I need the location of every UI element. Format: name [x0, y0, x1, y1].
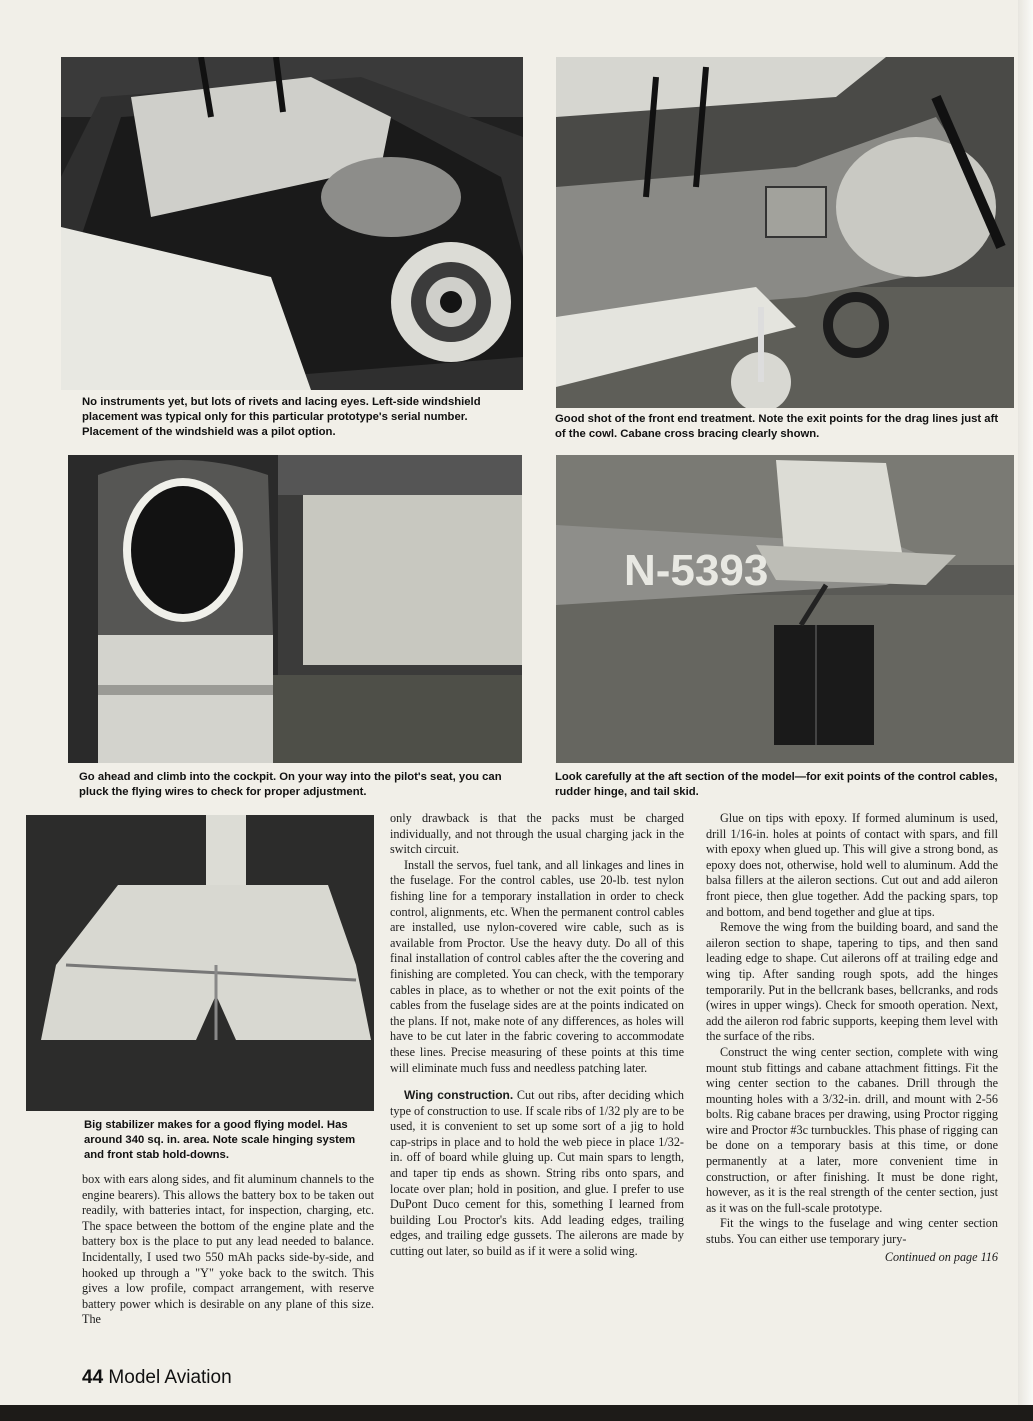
- text-column-1: [82, 1172, 374, 1328]
- caption-photo-1: No instruments yet, but lots of rivets and lacing eyes. Left-side windshield placement was typical only for this particular prototype's serial number. Placement of the windshield was a pilot option.: [82, 396, 481, 438]
- text-column-3: [706, 811, 998, 1265]
- paragraph: Install the servos, fuel tank, and all linkages and lines in the fuselage. For the control cables, use 20-lb. test nylon fishing line for a temporary installation in order to check control, alignments, etc. When the permanent control cables are installed, use nylon-covered wire cable, such as is available from Proctor. Use the heavy duty. Do all of this final installation of control cables after the the covering and finishing are completed. You can check, with the temporary cables in place, as to whether or not the exit points of the cables from the fuselage sides are at the points indicated on the plans. If not, make note of any differences, as holes will have to be cut later in the fabric covering to accommodate these lines. Precise measuring of these points at this time will eliminate much fuss and needless patching later.: [390, 857, 684, 1075]
- registration-number: N-5393: [624, 546, 769, 595]
- photo-cockpit-front: [68, 455, 522, 763]
- caption-photo-5: Big stabilizer makes for a good flying model. Has around 340 sq. in. area. Note scale hinging system and front stab hold-downs.: [84, 1119, 356, 1161]
- paragraph: only drawback is that the packs must be charged individually, and not through the usual charging jack in the switch circuit.: [390, 811, 684, 857]
- section-heading: Wing construction.: [404, 1088, 514, 1103]
- continued-note: Continued on page 116: [884, 1249, 998, 1264]
- photo-stabilizer: [26, 815, 374, 1111]
- magazine-name: Model Aviation: [108, 1367, 232, 1388]
- paragraph: box with ears along sides, and fit aluminum channels to the engine bearers). This allows the battery box to be taken out readily, with batteries intact, for inspection, charging, etc. The space between the bottom of the engine plate and the battery box is the place to put any lead needed to balance. Incidentally, I used two 550 mAh packs side-by-side, and hooked up through a "Y" yoke back to the switch. This gives a low profile, compact arrangement, with reserve battery power which is desirable on any plane of this size. The: [82, 1172, 374, 1327]
- text-column-2: [390, 811, 684, 1260]
- photo-cockpit-roundel: [61, 57, 523, 390]
- photo-aft-section: [556, 455, 1014, 763]
- caption-photo-2: Good shot of the front end treatment. Note the exit points for the drag lines just aft of the cowl. Cabane cross bracing clearly shown.: [555, 413, 999, 440]
- paragraph: Fit the wings to the fuselage and wing center section stubs. You can either use temporary jury-: [706, 1216, 998, 1247]
- page-edge: [1018, 0, 1033, 1405]
- caption-photo-4: Look carefully at the aft section of the model—for exit points of the control cables, rudder hinge, and tail skid.: [555, 771, 998, 798]
- paragraph-text: Cut out ribs, after deciding which type of construction to use. If scale ribs of 1/32 ply are to be used, it is convenient to set up some sort of a jig to hold cap-strips in place and to hold the web piece in place 1/32-in. off of board while gluing up. Cut main spars to length, and taper tip ends as shown. String ribs onto spars, and locate over plan; hold in position, and glue. I prefer to use DuPont Duco cement for this, something I learned from building Lou Proctor's kits. Add leading edges, trailing edges, and trailing edge gussets. The ailerons are made by cutting out later, so build as if it were a solid wing.: [390, 1088, 684, 1259]
- caption-photo-3: Go ahead and climb into the cockpit. On your way into the pilot's seat, you can pluck the flying wires to check for proper adjustment.: [79, 771, 502, 798]
- paragraph: Construct the wing center section, complete with wing mount stub fittings and cabane attachment fittings. Fit the wing center section to the cabanes. Drill through the mounting holes with a 3/32-in. drill, and mount with 2-56 bolts. Rig cabane braces per drawing, using Proctor rigging wire and Proctor #3c turnbuckles. This phase of rigging can be done on a temporary basis at this time, or done permanently at a later, more convenient time in construction, or after finishing. It must be done right, however, as it is the real strength of the center section, just as it was on the full-scale prototype.: [706, 1044, 998, 1215]
- scan-border: [0, 1405, 1033, 1421]
- photo-front-end: [556, 57, 1014, 408]
- page-number: 44: [82, 1367, 104, 1388]
- paragraph: Glue on tips with epoxy. If formed aluminum is used, drill 1/16-in. holes at points of contact with spars, and fill with epoxy when glued up. This will give a strong bond, as epoxy does not, otherwise, hold well to aluminum. Add the balsa fillers at the aileron sections. Cut out and add aileron front piece, then glue together. Add the packing spars, top and bottom, and bend together and glue at tips.: [706, 811, 998, 919]
- paragraph-wing-construction: [390, 1088, 684, 1260]
- page-folio: [82, 1367, 232, 1389]
- paragraph: Remove the wing from the building board, and sand the aileron section to shape, tapering to tips, and then sand leading edge to shape. Cut ailerons off at trailing edge and wing tip. After sanding rough spots, add the hinges temporarily. Put in the bellcrank bases, bellcranks, and rods (wires in upper wings). Check for smooth operation. Next, add the aileron rod fabric supports, keeping them level with the surface of the ribs.: [706, 920, 998, 1044]
